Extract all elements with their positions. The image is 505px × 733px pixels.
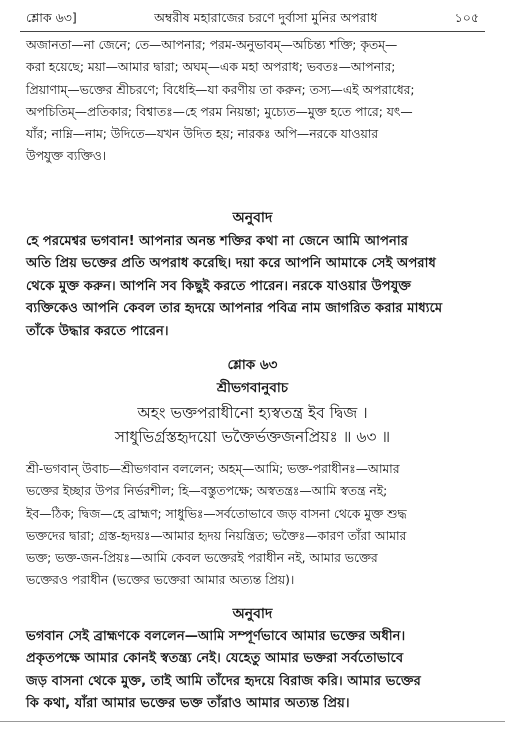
translation-block [26,231,479,343]
synonyms-line: ভক্তেরও পরাধীন (ভক্তের ভক্তেরা আমার অত্যন্ত প্রিয়)। [26,573,295,588]
verse-speaker: শ্রীভগবানুবাচ [216,380,289,396]
synonyms-line: যাঁর; নাম্নি—নাম; উদিতে—যখন উদিত হয়; নারকঃ অপি—নরকে যাওয়ার [26,127,379,142]
running-header [26,10,479,30]
verse-line-1: অহং ভক্তপরাধীনো হ্যস্বতন্ত্র ইব দ্বিজ । [137,404,368,422]
synonyms-line: ভক্তের ইচ্ছার উপর নির্ভরশীল; হি—বস্তুতপক্ষে; অস্বতন্ত্রঃ—আমি স্বতন্ত্র নই; [26,484,388,499]
synonyms-line: শ্রী-ভগবান্ উবাচ—শ্রীভগবান বললেন; অহম্—আমি; ভক্ত-পরাধীনঃ—আমার [26,462,400,476]
synonyms-line: প্রিয়াণাম্—ভক্তের শ্রীচরণে; বিধেহি—যা করণীয় তা করুন; তস্য—এই অপরাধের; [26,82,415,97]
verse-line-2: সাধুভির্গ্রস্তহৃদয়ো ভক্তৈর্ভক্তজনপ্রিয়ঃ ॥ ৬৩ ॥ [114,428,391,446]
header-chapter-title: অম্বরীষ মহারাজের চরণে দুর্বাসা মুনির অপরাধ [154,10,378,25]
translation-line: জড় বাসনা থেকে মুক্ত, তাই আমি তাঁদের হৃদয়ে বিরাজ করি। আমার ভক্তের [26,673,421,689]
synonyms-line: অপচিতিম্—প্রতিকার; বিশ্বাতঃ—হে পরম নিয়ন্তা; মুচ্যেত—মুক্ত হতে পারে; যৎ— [26,104,413,119]
translation-line: তাঁকে উদ্ধার করতে পারেন। [26,323,169,339]
verse-label: শ্লোক ৬৩ [227,357,278,373]
synonyms-line: ভক্তদের দ্বারা; গ্রস্ত-হৃদয়ঃ—আমার হৃদয় নিয়ন্ত্রিত; ভক্তৈঃ—কারণ তাঁরা আমার [26,528,407,543]
synonyms-block-verse [26,458,479,592]
page-bottom-edge [0,721,505,722]
translation-line: প্রকৃতপক্ষে আমার কোনই স্বতন্ত্র্য নেই। যেহেতু আমার ভক্তরা সর্বতোভাবে [26,651,404,667]
synonyms-block-top [26,34,479,168]
synonyms-line: ভক্ত; ভক্ত-জন-প্রিয়ঃ—আমি কেবল ভক্তেরই পরাধীন নই, আমার ভক্তের [26,551,378,566]
translation-line: কি কথা, যাঁরা আমার ভক্তের ভক্ত তাঁরাও আমার অত্যন্ত প্রিয়। [26,696,350,712]
translation-line: ভগবান সেই ব্রাহ্মণকে বললেন—আমি সম্পূর্ণভাবে আমার ভক্তের অধীন। [26,629,406,644]
synonyms-line: ইব—ঠিক; দ্বিজ—হে ব্রাহ্মণ; সাধুভিঃ—সর্বতোভাবে জড় বাসনা থেকে মুক্ত শুদ্ধ [26,506,407,521]
synonyms-line: উপযুক্ত ব্যক্তিও। [26,149,107,164]
header-rule [20,31,485,32]
translation-line: থেকে মুক্ত করুন। আপনি সব কিছুই করতে পারেন। নরকে যাওয়ার উপযুক্ত [26,278,412,294]
page-number: ১০৫ [454,10,479,25]
translation-heading: অনুবাদ [232,210,273,226]
translation-heading: অনুবাদ [232,606,273,622]
translation-line: হে পরমেশ্বর ভগবান! আপনার অনন্ত শক্তির কথা না জেনে আমি আপনার [26,234,408,249]
translation-block [26,626,479,716]
header-verse-ref: শ্লোক ৬৩] [26,10,77,25]
synonyms-line: করা হয়েছে; ময়া—আমার দ্বারা; অঘম্—এক মহা অপরাধ; ভবতঃ—আপনার; [26,60,396,75]
translation-line: অতি প্রিয় ভক্তের প্রতি অপরাধ করেছি। দয়া করে আপনি আমাকে সেই অপরাধ [26,256,436,272]
translation-line: ব্যক্তিকেও আপনি কেবল তার হৃদয়ে আপনার পবিত্র নাম জাগরিত করার মাধ্যমে [26,301,443,317]
synonyms-line: অজানতা—না জেনে; তে—আপনার; পরম-অনুভাবম্—অচিন্ত্য শক্তি; কৃতম্— [26,38,398,52]
